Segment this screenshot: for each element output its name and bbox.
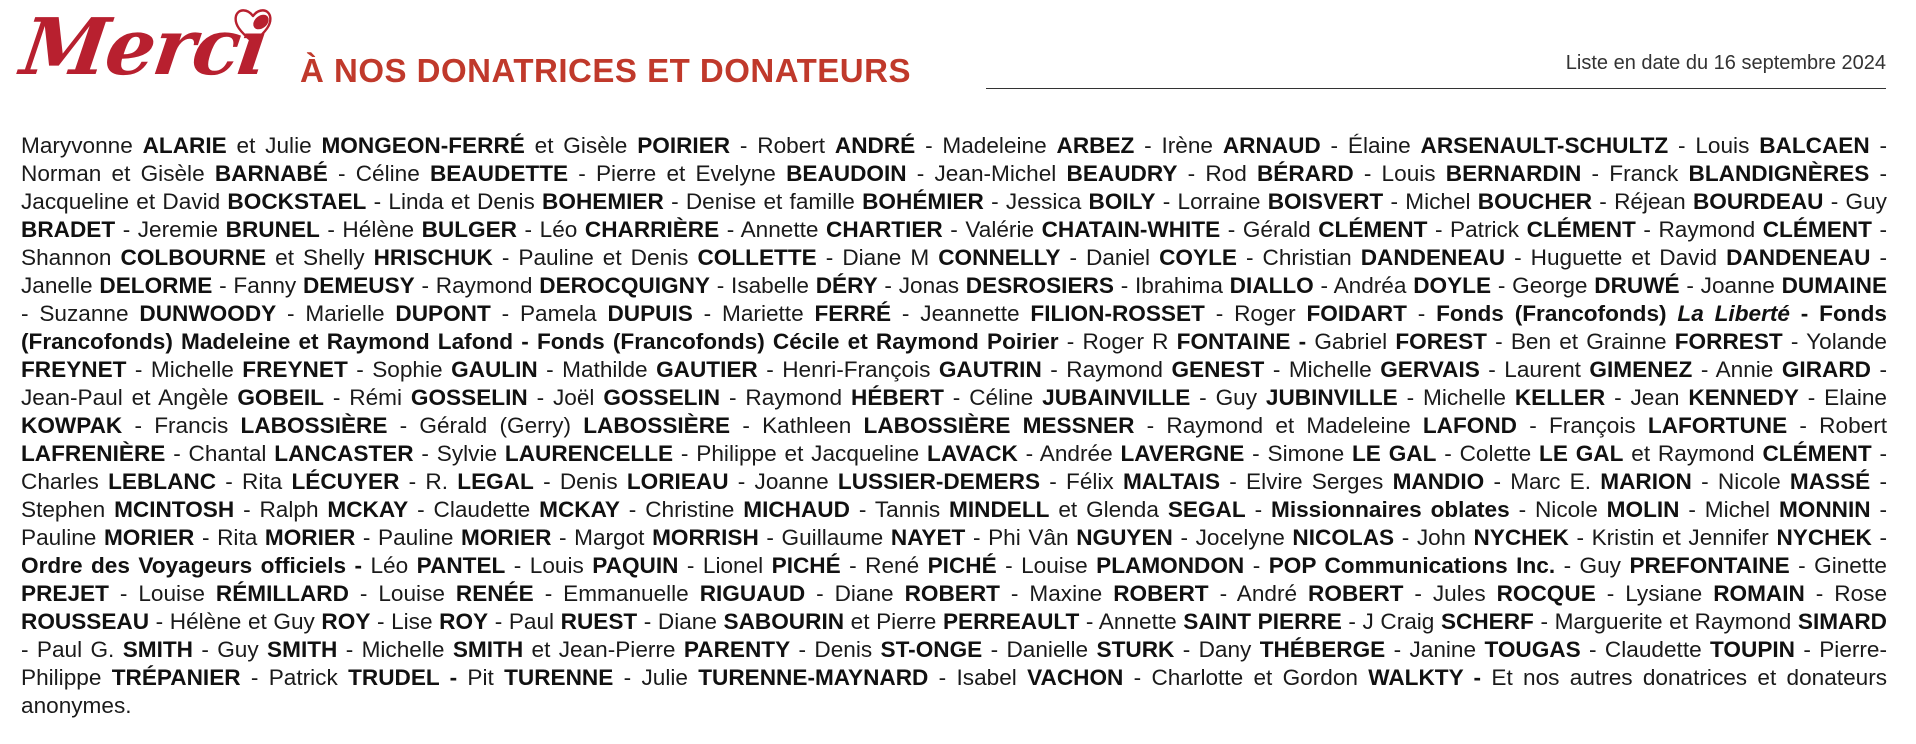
donor-surname: CHARRIÈRE: [584, 217, 720, 242]
donor-surname: LAURENCELLE: [504, 441, 674, 466]
donor-surname: NICOLAS: [1292, 525, 1395, 550]
donor-surname: HÉBERT: [851, 385, 944, 410]
donor-surname: DIALLO: [1229, 273, 1314, 298]
donor-surname: DELORME: [99, 273, 213, 298]
donor-surname: GOSSELIN: [603, 385, 721, 410]
donor-surname: LE GAL: [1351, 441, 1437, 466]
donor-surname: BOHEMIER: [542, 189, 664, 214]
donor-surname: SIMARD: [1797, 609, 1887, 634]
donor-surname: FOREST: [1395, 329, 1487, 354]
donor-surname: ROBERT: [1113, 581, 1209, 606]
donor-surname: STURK: [1096, 637, 1175, 662]
donor-surname: PICHÉ: [771, 553, 841, 578]
donor-surname: KELLER: [1514, 385, 1606, 410]
donor-surname: LABOSSIÈRE MESSNER: [863, 413, 1135, 438]
donor-surname: FILION-ROSSET: [1030, 301, 1205, 326]
donor-surname: LAFOND: [1422, 413, 1518, 438]
donor-surname: DANDENEAU: [1726, 245, 1871, 270]
donor-surname: PLAMONDON: [1096, 553, 1245, 578]
donor-surname: ARSENAULT-SCHULTZ: [1420, 133, 1669, 158]
donor-surname: COLBOURNE: [120, 245, 267, 270]
donor-surname: MORIER: [461, 525, 552, 550]
donor-surname: ARNAUD: [1222, 133, 1321, 158]
donor-surname: DUPONT: [395, 301, 491, 326]
donor-surname: MALTAIS: [1122, 469, 1221, 494]
donor-surname: ROBERT: [1308, 581, 1404, 606]
donor-surname: CLÉMENT: [1318, 217, 1428, 242]
donor-surname: MICHAUD: [743, 497, 850, 522]
donor-list: Maryvonne ALARIE et Julie MONGEON-FERRÉ et Gisèle POIRIER - Robert ANDRÉ - Madeleine ARBEZ - Irène ARNAUD - Élaine ARSENAULT-SCHULTZ - Louis BALCAEN - Norman et Gisèle BARNABÉ - Céline BEAUDETTE - Pierre et Evelyne BEAUDOIN - Jean-Michel BEAUDRY - Rod BÉRARD - Louis BERNARDIN - Franck BLANDIGNÈRES - Jacqueline et David BOCKSTAEL - Linda et Denis BOHEMIER - Denise et famille BOHÉMIER - Jessica BOILY - Lorraine BOISVERT - Michel BOUCHER - Réjean BOURDEAU - Guy BRADET - Jeremie BRUNEL - Hélène BULGER - Léo CHARRIÈRE - Annette CHARTIER - Valérie CHATAIN-WHITE - Gérald CLÉMENT - Patrick CLÉMENT - Raymond CLÉMENT - Shannon COLBOURNE et Shelly HRISCHUK - Pauline et Denis COLLETTE - Diane M CONNELLY - Daniel COYLE - Christian DANDENEAU - Huguette et David DANDENEAU - Janelle DELORME - Fanny DEMEUSY - Raymond DEROCQUIGNY - Isabelle DÉRY - Jonas DESROSIERS - Ibrahima DIALLO - Andréa DOYLE - George DRUWÉ - Joanne DUMAINE - Suzanne DUNWOODY - Marielle DUPONT - Pamela DUPUIS - Mariette FERRÉ - Jeannette FILION-ROSSET - Roger FOIDART - Fonds (Francofonds) La Liberté - Fonds (Francofonds) Madeleine et Raymond Lafond - Fonds (Francofonds) Cécile et Raymond Poirier - Roger R FONTAINE - Gabriel FOREST - Ben et Grainne FORREST - Yolande FREYNET - Michelle FREYNET - Sophie GAULIN - Mathilde GAUTIER - Henri-François GAUTRIN - Raymond GENEST - Michelle GERVAIS - Laurent GIMENEZ - Annie GIRARD - Jean-Paul et Angèle GOBEIL - Rémi GOSSELIN - Joël GOSSELIN - Raymond HÉBERT - Céline JUBAINVILLE - Guy JUBINVILLE - Michelle KELLER - Jean KENNEDY - Elaine KOWPAK - Francis LABOSSIÈRE - Gérald (Gerry) LABOSSIÈRE - Kathleen LABOSSIÈRE MESSNER - Raymond et Madeleine LAFOND - François LAFORTUNE - Robert LAFRENIÈRE - Chantal LANCASTER - Sylvie LAURENCELLE - Philippe et Jacqueline LAVACK - Andrée LAVERGNE - Simone LE GAL - Colette LE GAL et Raymond CLÉMENT - Charles LEBLANC - Rita LÉCUYER - R. LEGAL - Denis LORIEAU - Joanne LUSSIER-DEMERS - Félix MALTAIS - Elvire Serges MANDIO - Marc E. MARION - Nicole MASSÉ - Stephen MCINTOSH - Ralph MCKAY - Claudette MCKAY - Christine MICHAUD - Tannis MINDELL et Glenda SEGAL - Missionnaires oblates - Nicole MOLIN - Michel MONNIN - Pauline MORIER - Rita MORIER - Pauline MORIER - Margot MORRISH - Guillaume NAYET - Phi Vân NGUYEN - Jocelyne NICOLAS - John NYCHEK - Kristin et Jennifer NYCHEK - Ordre des Voyageurs officiels - Léo PANTEL - Louis PAQUIN - Lionel PICHÉ - René PICHÉ - Louise PLAMONDON - POP Communications Inc. - Guy PREFONTAINE - Ginette PREJET - Louise RÉMILLARD - Louise RENÉE - Emmanuelle RIGUAUD - Diane ROBERT - Maxine ROBERT - André ROBERT - Jules ROCQUE - Lysiane ROMAIN - Rose ROUSSEAU - Hélène et Guy ROY - Lise ROY - Paul RUEST - Diane SABOURIN et Pierre PERREAULT - Annette SAINT PIERRE - J Craig SCHERF - Marguerite et Raymond SIMARD - Paul G. SMITH - Guy SMITH - Michelle SMITH et Jean-Pierre PARENTY - Denis ST-ONGE - Danielle STURK - Dany THÉBERGE - Janine TOUGAS - Claudette TOUPIN - Pierre-Philippe TRÉPANIER - Patrick TRUDEL - Pit TURENNE - Julie TURENNE-MAYNARD - Isabel VACHON - Charlotte et Gordon WALKTY - Et nos autres donatrices et donateurs anonymes.: [21, 133, 1888, 718]
donor-surname: SCHERF: [1440, 609, 1534, 634]
donor-surname: GIMENEZ: [1589, 357, 1693, 382]
donor-surname: RÉMILLARD: [215, 581, 349, 606]
donor-surname: BEAUDRY: [1066, 161, 1178, 186]
donor-surname: ROMAIN: [1713, 581, 1805, 606]
donor-surname: Missionnaires oblates: [1271, 497, 1510, 522]
donor-surname: ROCQUE: [1496, 581, 1596, 606]
donor-surname: GAUTIER: [656, 357, 758, 382]
donor-surname: GAULIN: [451, 357, 538, 382]
donor-surname: DUMAINE: [1781, 273, 1888, 298]
donor-surname: ALARIE: [142, 133, 227, 158]
donor-surname: MANDIO: [1392, 469, 1485, 494]
donor-surname: CLÉMENT: [1762, 441, 1872, 466]
donor-surname: BOURDEAU: [1692, 189, 1824, 214]
donor-surname: ROY: [321, 609, 371, 634]
donor-surname: DEROCQUIGNY: [539, 273, 710, 298]
donor-surname: MARION: [1600, 469, 1692, 494]
donor-surname: BEAUDETTE: [429, 161, 569, 186]
donor-surname: RUEST: [560, 609, 638, 634]
donor-surname: GIRARD: [1781, 357, 1871, 382]
donor-surname: ROUSSEAU: [21, 609, 150, 634]
donor-surname: FOIDART: [1306, 301, 1407, 326]
italic-fund-name: La Liberté: [1677, 301, 1790, 326]
donor-surname: SMITH: [122, 637, 193, 662]
donor-surname: MOLIN: [1606, 497, 1680, 522]
donor-surname: SABOURIN: [723, 609, 845, 634]
donor-surname: SAINT PIERRE: [1183, 609, 1342, 634]
donor-surname: CONNELLY: [938, 245, 1061, 270]
merci-script-logo: Merci: [15, 2, 273, 93]
donor-surname: TURENNE: [504, 665, 614, 690]
donor-surname: BRUNEL: [225, 217, 320, 242]
donor-surname: FORREST: [1674, 329, 1783, 354]
donor-surname: GERVAIS: [1380, 357, 1480, 382]
donor-surname: ROBERT: [904, 581, 1000, 606]
donor-surname: MINDELL: [949, 497, 1050, 522]
donor-surname: BOCKSTAEL: [227, 189, 367, 214]
donor-surname: JUBAINVILLE: [1042, 385, 1191, 410]
donor-surname: LANCASTER: [274, 441, 414, 466]
donor-surname: GAUTRIN: [938, 357, 1042, 382]
donor-surname: DANDENEAU: [1360, 245, 1506, 270]
donor-surname: ARBEZ: [1056, 133, 1135, 158]
donor-surname: DRUWÉ: [1594, 273, 1680, 298]
donor-surname: SMITH: [452, 637, 524, 662]
donor-surname: PAQUIN: [592, 553, 679, 578]
donor-surname: VACHON: [1027, 665, 1124, 690]
donor-surname: COLLETTE: [697, 245, 817, 270]
donor-surname: MONGEON-FERRÉ: [321, 133, 525, 158]
donor-surname: RENÉE: [455, 581, 534, 606]
donor-surname: MCINTOSH: [114, 497, 235, 522]
donor-surname: BRADET: [21, 217, 116, 242]
donor-surname: LAVERGNE: [1120, 441, 1245, 466]
donor-surname: BOISVERT: [1267, 189, 1384, 214]
donor-surname: MONNIN: [1778, 497, 1871, 522]
donor-surname: CHATAIN-WHITE: [1041, 217, 1221, 242]
donor-surname: TOUPIN: [1710, 637, 1795, 662]
donor-surname: TRUDEL -: [348, 665, 458, 690]
donor-surname: DOYLE: [1413, 273, 1492, 298]
donor-surname: BÉRARD: [1256, 161, 1354, 186]
donor-surname: LORIEAU: [626, 469, 729, 494]
donor-surname: LAFRENIÈRE: [21, 441, 166, 466]
donor-surname: FREYNET: [242, 357, 348, 382]
donor-surname: Fonds (Francofonds) La Liberté - Fonds (Francofonds) Madeleine et Raymond Lafond - Fonds (Francofonds) Cécile et Raymond Poirier: [21, 301, 1887, 354]
donor-surname: FREYNET: [21, 357, 127, 382]
header-divider: [986, 88, 1886, 89]
donor-surname: DUNWOODY: [139, 301, 277, 326]
donor-surname: BARNABÉ: [214, 161, 328, 186]
donor-surname: BOUCHER: [1477, 189, 1593, 214]
donor-surname: LEGAL: [457, 469, 534, 494]
list-date-note: Liste en date du 16 septembre 2024: [1565, 52, 1886, 74]
donor-surname: BULGER: [421, 217, 517, 242]
donor-surname: PERREAULT: [942, 609, 1080, 634]
donor-surname: GENEST: [1171, 357, 1265, 382]
page-subtitle: À NOS DONATRICES ET DONATEURS: [300, 52, 911, 89]
donor-surname: KOWPAK: [21, 413, 123, 438]
donor-surname: PREFONTAINE: [1629, 553, 1790, 578]
donor-surname: NYCHEK: [1473, 525, 1569, 550]
donor-surname: KENNEDY: [1688, 385, 1799, 410]
heart-icon: [232, 6, 274, 46]
donor-surname: DÉRY: [815, 273, 878, 298]
donor-surname: LABOSSIÈRE: [583, 413, 731, 438]
donor-surname: BALCAEN: [1759, 133, 1870, 158]
donor-surname: CLÉMENT: [1526, 217, 1636, 242]
donor-surname: LE GAL: [1539, 441, 1624, 466]
donor-surname: SEGAL: [1167, 497, 1246, 522]
donor-surname: RIGUAUD: [699, 581, 806, 606]
donor-surname: CHARTIER: [826, 217, 943, 242]
donor-surname: LÉCUYER: [291, 469, 400, 494]
donor-surname: MASSÉ: [1789, 469, 1871, 494]
donor-surname: GOBEIL: [237, 385, 324, 410]
donor-surname: ROY: [439, 609, 489, 634]
donor-surname: NAYET: [890, 525, 966, 550]
donor-surname: SMITH: [267, 637, 338, 662]
donor-surname: WALKTY -: [1368, 665, 1482, 690]
donor-surname: FERRÉ: [814, 301, 892, 326]
donor-surname: TRÉPANIER: [111, 665, 241, 690]
donor-surname: COYLE: [1159, 245, 1237, 270]
donor-surname: NYCHEK: [1776, 525, 1872, 550]
donor-surname: BERNARDIN: [1445, 161, 1582, 186]
donor-surname: PARENTY: [683, 637, 791, 662]
donor-surname: DUPUIS: [607, 301, 693, 326]
donor-surname: NGUYEN: [1076, 525, 1173, 550]
donor-surname: MORIER: [264, 525, 356, 550]
donor-surname: BOILY: [1088, 189, 1156, 214]
donor-surname: MORIER: [103, 525, 195, 550]
header: [0, 0, 1916, 110]
donor-surname: ANDRÉ: [834, 133, 916, 158]
donor-surname: MCKAY: [327, 497, 409, 522]
donor-surname: MORRISH: [652, 525, 759, 550]
donor-surname: ST-ONGE: [880, 637, 983, 662]
donor-surname: LAFORTUNE: [1647, 413, 1788, 438]
donor-surname: LEBLANC: [108, 469, 217, 494]
donor-surname: POP Communications Inc.: [1268, 553, 1556, 578]
donor-surname: BEAUDOIN: [786, 161, 907, 186]
donor-surname: POIRIER: [637, 133, 731, 158]
donor-surname: BOHÉMIER: [862, 189, 984, 214]
donor-surname: TOUGAS: [1484, 637, 1581, 662]
donor-surname: PICHÉ: [927, 553, 997, 578]
donor-surname: THÉBERGE: [1259, 637, 1386, 662]
donor-surname: PANTEL: [416, 553, 506, 578]
donor-surname: HRISCHUK: [373, 245, 493, 270]
donor-surname: BLANDIGNÈRES: [1688, 161, 1870, 186]
donor-surname: TURENNE-MAYNARD: [698, 665, 929, 690]
donor-surname: FONTAINE -: [1176, 329, 1307, 354]
donor-surname: LUSSIER-DEMERS: [837, 469, 1041, 494]
donor-surname: JUBINVILLE: [1265, 385, 1398, 410]
donor-surname: CLÉMENT: [1762, 217, 1872, 242]
donor-surname: PREJET: [21, 581, 109, 606]
donor-surname: MCKAY: [539, 497, 620, 522]
donor-surname: LAVACK: [927, 441, 1018, 466]
donor-surname: DEMEUSY: [302, 273, 415, 298]
donor-surname: GOSSELIN: [410, 385, 528, 410]
donor-surname: Ordre des Voyageurs officiels -: [21, 553, 363, 578]
donor-surname: DESROSIERS: [965, 273, 1114, 298]
donor-surname: LABOSSIÈRE: [240, 413, 388, 438]
